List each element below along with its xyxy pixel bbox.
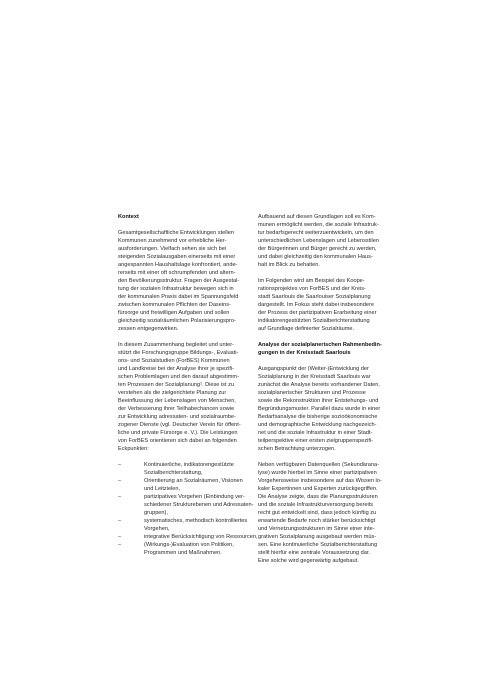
list-item: [118, 541, 280, 557]
dash-icon: –: [118, 462, 122, 468]
paragraph: Aufbauend auf diesen Grundlagen soll es Kom- munen ermöglicht werden, die soziale Infrastruk- tur bedarfsgerecht weiterzuentwickeln, um den unterschiedlichen Lebenslagen und Lebensstilen der Bürgerinnen und Bürger gerecht zu werden, und dabei gleichzeitig den kommunalen Haus- halt im Blick zu behalten.: [258, 214, 379, 268]
paragraph: Im Folgenden wird am Beispiel des Koope- rationsprojektes von ForBES und der Kreis- stadt Saarlouis die Saarlouiser Sozialplanung dargestellt. Im Fokus steht dabei insbesondere der Prozess der partizipativen Erarbeitung einer indikatorengestützten Sozialberichterstattung auf Grundlage definierter Sozialräume.: [258, 278, 377, 332]
list-item-text: systematisches, methodisch kontrolliertes Vorgehen,: [144, 518, 248, 532]
dash-icon: –: [118, 518, 122, 524]
list-item: [118, 533, 280, 541]
section-heading-kontext: Kontext: [118, 214, 139, 220]
list-item: [118, 517, 280, 533]
paragraph: Neben verfügbaren Datenquellen (Sekundärana- lyse) wurde hierbei im Sinne einer partizipativen Vorgehensweise insbesondere auf das Wissen lo- kaler Expertinnen und Experten zurückgegriffen. Die Analyse zeigte, dass die Planungsstrukturen und die soziale Infrastrukturversorgung bereits recht gut entwickelt sind, dass jedoch künftig zu erwartende Bedarfe noch stärker berücksichtigt und Vernetzungsstrukturen im Sinne einer inte- grativen Sozialplanung ausgebaut werden müs- sen. Eine kontinuierliche Sozialberichterstattung stellt hierfür eine zentrale Voraussetzung dar. Eine solche wird gegenwärtig aufgebaut.: [258, 462, 382, 564]
list-item-text: partizipatives Vorgehen (Einbindung ver- schiedener Strukturebenen und Adressaten- gruppen),: [144, 494, 254, 516]
paragraph: In diesem Zusammenhang begleitet und unter- stützt die Forschungsgruppe Bildungs-, Evaluati- ons- und Sozialstudien (ForBES) Kommunen und Landkreise bei der Analyse ihrer je spezifi- schen Problemlagen und den darauf abgestimm- ten Prozessen der Sozialplanung¹. Diese ist zu verstehen als die zielgerichtete Planung zur Beeinflussung der Lebenslagen von Menschen, der Verbesserung ihrer Teilhabechancen sowie zur Entwicklung adressaten- und sozialraumbe- zogener Dienste (vgl. Deutscher Verein für öffent- liche und private Fürsorge e. V.). Die Leistungen von ForBES orientieren sich dabei an folgenden Eckpunkten:: [118, 342, 241, 452]
dash-icon: –: [118, 478, 122, 484]
list-item: [118, 477, 280, 493]
left-column: [118, 213, 280, 557]
list-item-text: Kontinuierliche, indikatorengestützte Sozialberichterstattung,: [144, 462, 234, 476]
dash-icon: –: [118, 542, 122, 548]
list-item: [118, 493, 280, 517]
dash-icon: –: [118, 494, 122, 500]
bullet-list: [118, 461, 280, 557]
list-item: [118, 461, 280, 477]
right-column: [258, 213, 420, 565]
dash-icon: –: [118, 534, 122, 540]
list-item-text: Orientierung an Sozialräumen, Visionen und Leitzielen,: [144, 478, 243, 492]
section-heading-analyse: Analyse der sozialplanerischen Rahmenbedin- gungen in der Kreisstadt Saarlouis: [258, 342, 382, 356]
paragraph: Ausgangspunkt der (Weiter-)Entwicklung der Sozialplanung in der Kreisstadt Saarlouis war zunächst die Analyse bereits vorhandener Daten, sozialplanerischer Strukturen und Prozesse sowie die Rekonstruktion ihrer Entstehungs- und Begründungsmuster. Parallel dazu wurde in einer Bedarfsanalyse die bisherige sozioökonomische und demographische Entwicklung nachgezeich- net und die soziale Infrastruktur in einer Stadt- teilperspektive einer ersten zielgruppenspezifi- schen Betrachtung unterzogen.: [258, 366, 381, 452]
paragraph: Gesamtgesellschaftliche Entwicklungen stellen Kommunen zunehmend vor erhebliche Her- ausforderungen. Vielfach sehen sie sich bei steigenden Sozialausgaben einerseits mit einer angespannten Haushaltslage konfrontiert, ande- rerseits mit einer oft schrumpfenden und altern- den Bevölkerungsstruktur. Fragen der Ausgestal- tung der sozialen Infrastruktur bewegen sich in der kommunalen Praxis dabei im Spannungsfeld zwischen kommunalen Pflichten der Daseins- fürsorge und freiwilligen Aufgaben und sollen gleichzeitig sozialräumlichen Polarisierungspro- zessen entgegenwirken.: [118, 230, 240, 332]
list-item-text: integrative Berücksichtigung von Ressourcen,: [144, 534, 258, 540]
list-item-text: (Wirkungs-)Evaluation von Politiken, Programmen und Maßnahmen.: [144, 542, 234, 556]
